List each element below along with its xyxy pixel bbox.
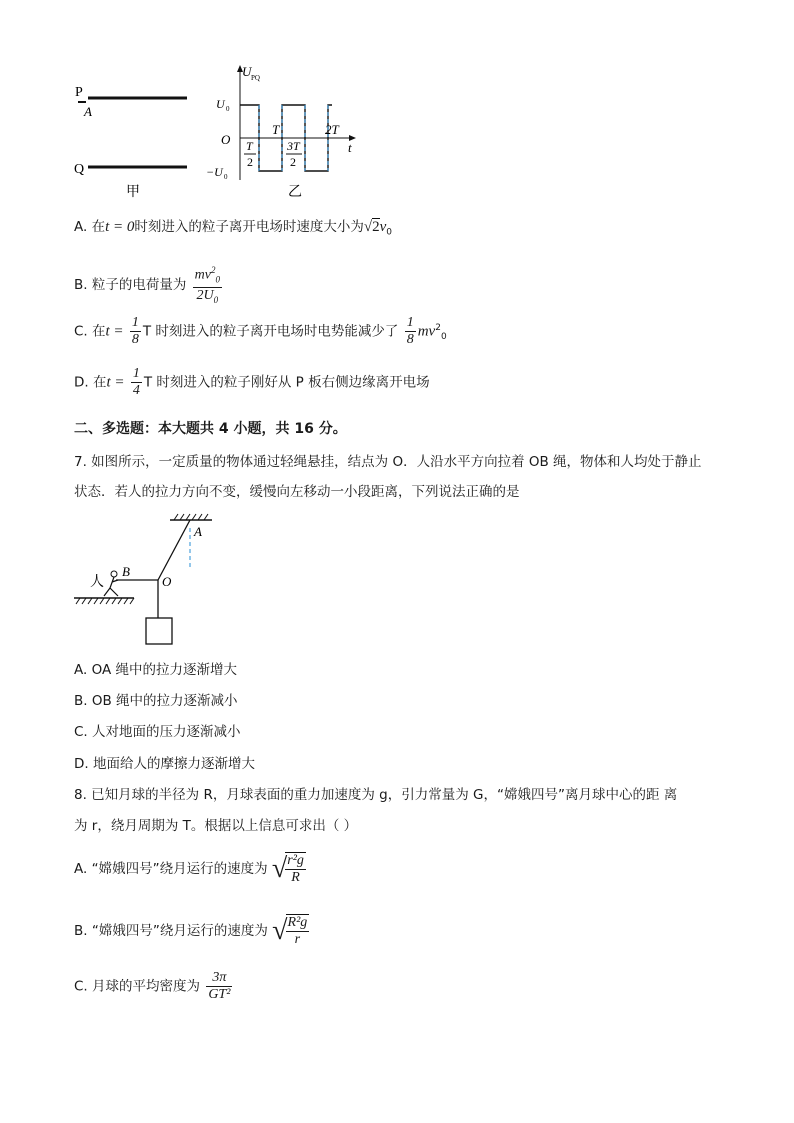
q7-option-c: C. 人对地面的压力逐渐减小 [74, 724, 241, 740]
label-person: 人 [90, 574, 104, 590]
q8-option-b: B. “嫦娥四号”绕月运行的速度为 √ $\frac{\text{R²g}}{r}$ [74, 915, 308, 947]
axis-t-label: t [348, 140, 352, 155]
q8-option-c: C. 月球的平均密度为 $\frac{3\pi}{\text{GT²}}$ [74, 970, 231, 1002]
q7-option-d: D. 地面给人的摩擦力逐渐增大 [74, 756, 255, 772]
frac-3t-den: 2 [290, 155, 296, 169]
hanging-box [146, 618, 172, 644]
caption-yi: 乙 [288, 184, 302, 200]
label-a: A [84, 104, 92, 119]
tick-t: T [272, 122, 280, 137]
svg-text:0: 0 [224, 173, 228, 181]
axis-u-label: U [242, 64, 252, 79]
rope-oa [158, 520, 190, 580]
q7-stem-line2: 状态．若人的拉力方向不变，缓慢向左移动一小段距离，下列说法正确的是 [74, 484, 520, 500]
q6-option-a: A. 在t = 0时刻进入的粒子离开电场时速度大小为$√2v_0$ [74, 219, 393, 238]
q6-option-c: C. 在t = $\frac{1}{8}$ T 时刻进入的粒子离开电场时电势能减少了 $\frac{1}{8}$ $mv^2_0$ [74, 315, 447, 347]
section-heading: 二、多选题：本大题共 4 小题，共 16 分。 [74, 421, 347, 437]
q8-option-a: A. “嫦娥四号”绕月运行的速度为 √ $\frac{\text{r²g}}{R}$ [74, 853, 304, 885]
frac-t-num: T [246, 139, 253, 153]
tick-2t: 2T [325, 122, 339, 137]
q7-stem-line1: 7. 如图所示，一定质量的物体通过轻绳悬挂，结点为 O．人沿水平方向拉着 OB 绳，物体和人均处于静止 [74, 454, 702, 470]
axis-u-sub: PQ [251, 74, 260, 82]
label-o7: O [162, 574, 172, 589]
label-p: P [75, 85, 83, 100]
origin-label: O [221, 132, 231, 147]
caption-jia: 甲 [126, 184, 140, 200]
figure-plates-and-voltage [70, 62, 370, 202]
label-q: Q [74, 162, 85, 177]
u0-label: U [216, 97, 225, 111]
q8-stem-line2: 为 r，绕月周期为 T。根据以上信息可求出（ ） [74, 818, 358, 834]
sqrt-symbol: √2 [363, 219, 380, 235]
frac-t-den: 2 [247, 155, 253, 169]
q7-option-a: A. OA 绳中的拉力逐渐增大 [74, 662, 237, 678]
q6-option-d: D. 在t = $\frac{1}{4}$ T 时刻进入的粒子刚好从 P 板右侧边缘离开电场 [74, 366, 430, 398]
label-b7: B [122, 564, 130, 579]
q7-option-b: B. OB 绳中的拉力逐渐减小 [74, 693, 238, 709]
figure-rope-person [70, 512, 230, 652]
q8-stem-line1: 8. 已知月球的半径为 R，月球表面的重力加速度为 g，引力常量为 G，“嫦娥四号”离月球中心的距 离 [74, 787, 678, 803]
label-a7: A [194, 524, 202, 539]
frac-3t-num: 3T [287, 139, 300, 153]
q6-option-b: B. 粒子的电荷量为 $\frac{mv^2_0}{2U_0}$ [74, 262, 224, 308]
neg-u0-label: −U [206, 165, 223, 179]
svg-text:0: 0 [226, 105, 230, 113]
